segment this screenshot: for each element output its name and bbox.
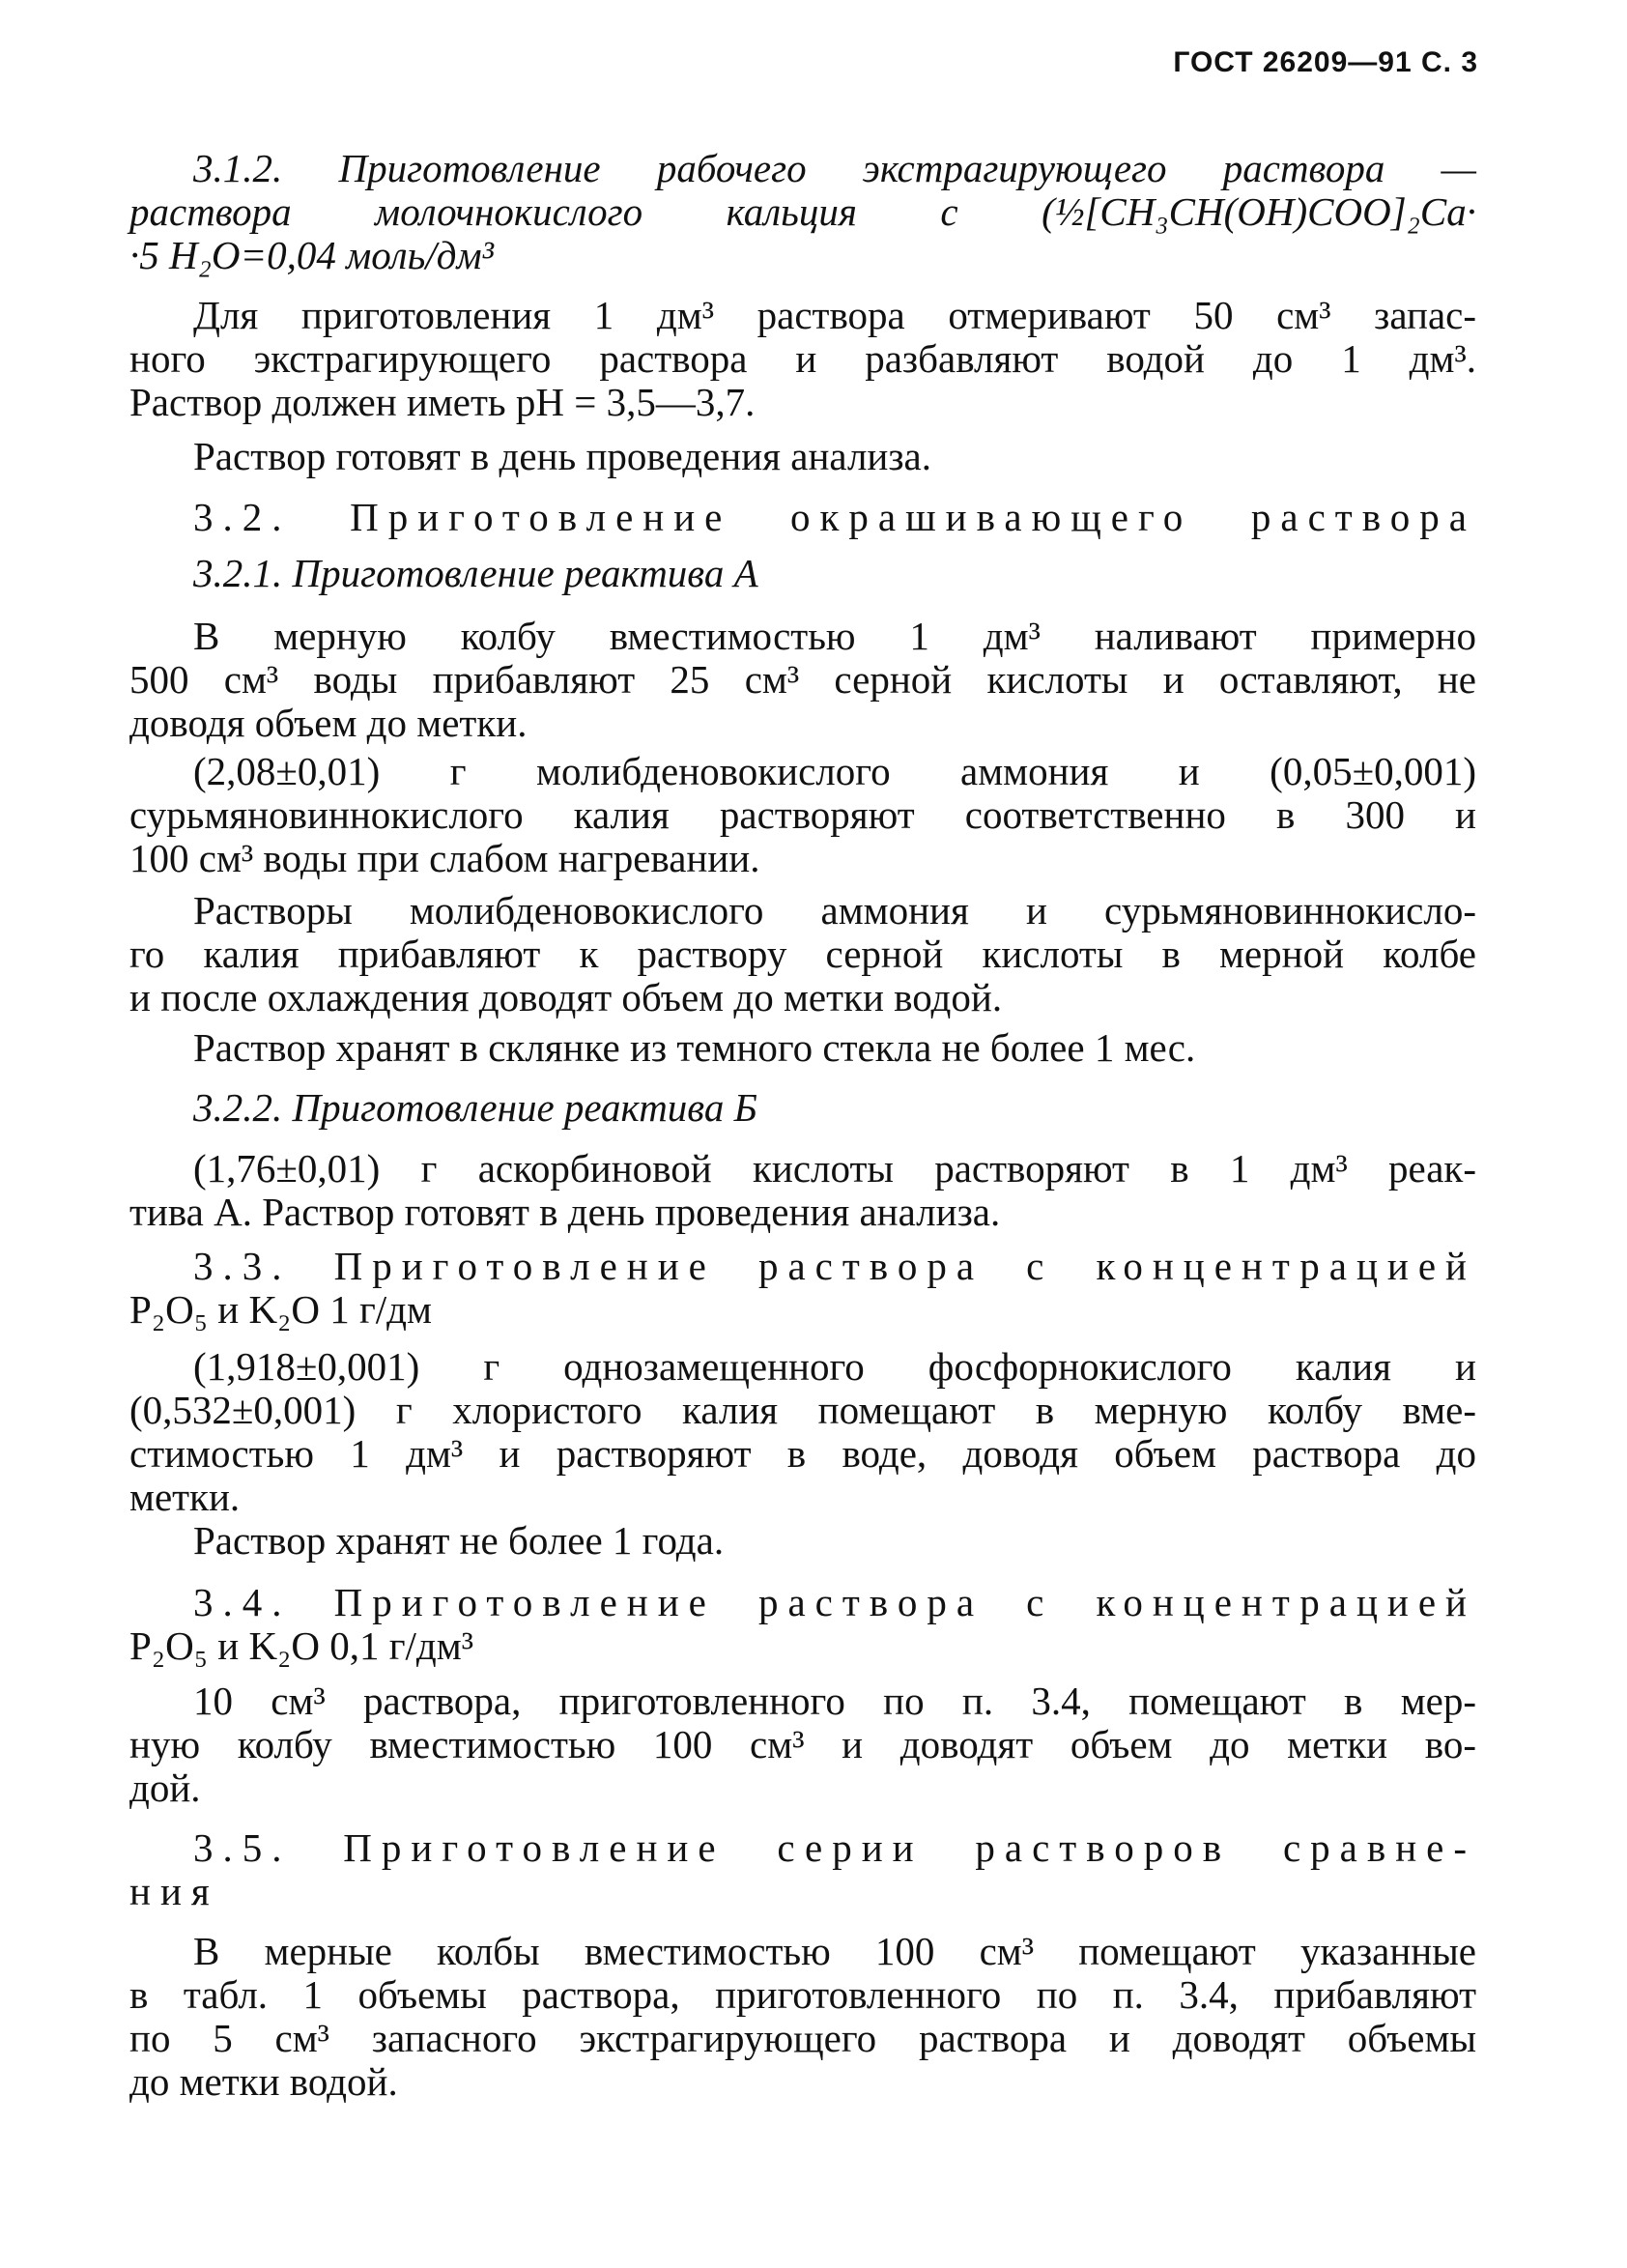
section-3-3-heading [129, 1245, 1476, 1332]
text-line: (1,76±0,01) г аскорбиновой кислоты растворяют в 1 дм³ реак- [193, 1146, 1476, 1191]
paragraph-prep-1dm3 [129, 294, 1476, 424]
text-line: Раствор готовят в день проведения анализа. [193, 434, 931, 478]
text-line: сурьмяновиннокислого калия растворяют соответственно в 300 и [129, 792, 1476, 837]
text-line: тива А. Раствор готовят в день проведения анализа. [129, 1190, 1001, 1234]
heading-line: 3.5. Приготовление серии растворов сравне- [193, 1825, 1476, 1870]
text-line: В мерную колбу вместимостью 1 дм³ наливают примерно [193, 614, 1476, 658]
heading-line: 3.1.2. Приготовление рабочего экстрагирующего раствора — [193, 146, 1476, 190]
section-3-4-heading [129, 1581, 1476, 1668]
section-3-2-1-heading [129, 552, 1476, 595]
section-3-2-2-heading [129, 1086, 1476, 1130]
section-3-5-heading [129, 1826, 1476, 1913]
text-line: Для приготовления 1 дм³ раствора отмеривают 50 см³ запас- [193, 293, 1476, 337]
heading-line: ·5 H₂O=0,04 моль/дм³ [129, 233, 494, 277]
text-line: го калия прибавляют к раствору серной кислоты в мерной колбе [129, 932, 1476, 976]
heading-line: 3.2.2. Приготовление реактива Б [193, 1085, 757, 1130]
text-line: в табл. 1 объемы раствора, приготовленного по п. 3.4, прибавляют [129, 1972, 1476, 2017]
text-line: по 5 см³ запасного экстрагирующего раствора и доводят объемы [129, 2016, 1476, 2060]
heading-line: раствора молочнокислого кальция с (½[CH₃CH(OH)COO]₂Ca· [129, 189, 1476, 234]
heading-line: ния [129, 1869, 219, 1913]
text-line: ного экстрагирующего раствора и разбавляют водой до 1 дм³. [129, 336, 1476, 381]
text-line: Раствор хранят не более 1 года. [193, 1518, 725, 1563]
text-line: Раствор хранят в склянке из темного стекла не более 1 мес. [193, 1025, 1196, 1070]
paragraph-dilution [129, 1679, 1476, 1810]
paragraph-reagent-a [129, 615, 1476, 745]
paragraph-solutions-added [129, 889, 1476, 1019]
section-3-2-heading [129, 496, 1476, 539]
text-line: (0,532±0,001) г хлористого калия помещают в мерную колбу вме- [129, 1388, 1476, 1432]
text-line: 10 см³ раствора, приготовленного по п. 3.4, помещают в мер- [193, 1679, 1476, 1723]
text-line: Раствор должен иметь pH = 3,5—3,7. [129, 380, 756, 424]
heading-line: 3.3. Приготовление раствора с концентрацией [193, 1244, 1476, 1288]
page-header: ГОСТ 26209—91 С. 3 [1173, 46, 1478, 78]
text-line: доводя объем до метки. [129, 701, 528, 745]
paragraph-same-day [129, 435, 1476, 478]
heading-line: P₂O₅ и K₂O 1 г/дм [129, 1287, 432, 1332]
heading-line: P₂O₅ и K₂O 0,1 г/дм³ [129, 1623, 474, 1668]
text-line: (2,08±0,01) г молибденовокислого аммония и (0,05±0,001) [193, 749, 1476, 793]
paragraph-comparison-series [129, 1930, 1476, 2104]
text-line: до метки водой. [129, 2059, 398, 2104]
paragraph-phosphate [129, 1345, 1476, 1519]
text-line: 500 см³ воды прибавляют 25 см³ серной кислоты и оставляют, не [129, 657, 1476, 702]
text-line: В мерные колбы вместимостью 100 см³ помещают указанные [193, 1929, 1476, 1973]
text-line: 100 см³ воды при слабом нагревании. [129, 836, 760, 880]
heading-line: 3.2. Приготовление окрашивающего раствора [193, 495, 1476, 539]
heading-line: 3.2.1. Приготовление реактива А [193, 551, 758, 595]
heading-line: 3.4. Приготовление раствора с концентрацией [193, 1580, 1476, 1624]
text-line: (1,918±0,001) г однозамещенного фосфорнокислого калия и [193, 1344, 1476, 1389]
paragraph-storage-1-month [129, 1026, 1476, 1070]
text-line: и после охлаждения доводят объем до метки водой. [129, 975, 1003, 1019]
paragraph-storage-1-year [129, 1519, 1476, 1563]
text-line: Растворы молибденовокислого аммония и сурьмяновиннокисло- [193, 888, 1476, 933]
text-line: ную колбу вместимостью 100 см³ и доводят объем до метки во- [129, 1722, 1476, 1766]
section-3-1-2-heading [129, 147, 1476, 277]
paragraph-molybdate [129, 750, 1476, 880]
text-line: метки. [129, 1475, 241, 1519]
text-line: дой. [129, 1766, 201, 1810]
paragraph-reagent-b [129, 1147, 1476, 1234]
text-line: стимостью 1 дм³ и растворяют в воде, доводя объем раствора до [129, 1431, 1476, 1476]
